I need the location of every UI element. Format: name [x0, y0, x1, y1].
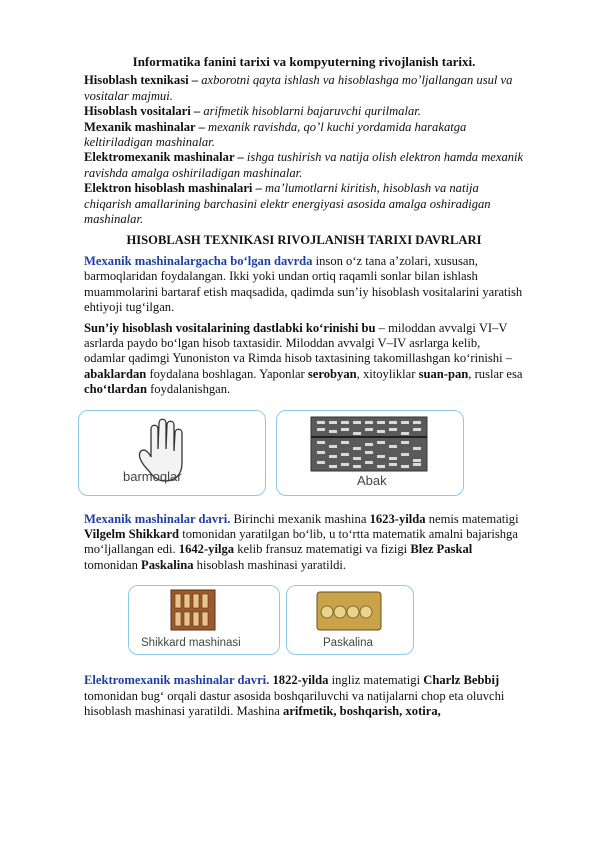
- paragraph-text: , xitoyliklar: [356, 366, 419, 381]
- paragraph-text: tomonidan yaratilgan bo‘lib, u to‘rtta matematik amalni bajarishga mo‘ljallangan edi.: [84, 526, 518, 557]
- definition-text: mexanik ravishda, qo’l kuchi yordamida harakatga keltiriladigan mashinalar.: [84, 119, 467, 150]
- document-title: Informatika fanini tarixi va kompyuterning rivojlanish tarixi.: [132, 54, 476, 69]
- paragraph-mechanical-era: [84, 512, 524, 574]
- paragraph-lead: Elektromexanik mashinalar davri.: [84, 673, 270, 688]
- section-heading: HISOBLASH TEXNIKASI RIVOJLANISH TARIXI DAVRLARI: [126, 233, 482, 248]
- caption-pascaline: Paskalina: [323, 637, 373, 650]
- bold-term: 1642-yilga: [178, 542, 235, 557]
- definitions: [84, 73, 524, 227]
- definition-item: [84, 73, 524, 104]
- paragraph-text: kelib fransuz matematigi va fizigi: [234, 542, 411, 557]
- definition-item: [84, 104, 524, 119]
- paragraph-lead: Sun’iy hisoblash vositalarining dastlabki ko‘rinishi bu: [84, 320, 376, 335]
- paragraph-text: hisoblash mashinasi yaratildi.: [193, 557, 347, 572]
- paragraph-text: inson o‘z tana a’zolari, xususan, barmoqlaridan foydalangan. Ikki yoki undan ortiq raqamli sonlar bilan ishlash muammolarini bartaraf etish maqsadida, qadimda sun’iy hisoblash vositalarini yaratish ehtiyoji tug‘ilgan.: [84, 253, 523, 315]
- bold-term: Paskalina: [141, 557, 194, 572]
- paragraph-text: ingliz matematigi: [328, 673, 424, 688]
- bold-term: arifmetik, boshqarish, xotira,: [283, 703, 441, 718]
- definition-item: [84, 150, 524, 181]
- bold-term: abaklardan: [84, 366, 147, 381]
- caption-fingers: barmoqlar: [123, 468, 182, 484]
- bold-term: cho‘tlardan: [84, 382, 147, 397]
- bold-term: serobyan: [307, 366, 357, 381]
- definition-term: Hisoblash vositalari –: [84, 104, 201, 119]
- card-fingers: [78, 410, 266, 496]
- bold-term: Blez Paskal: [410, 542, 473, 557]
- paragraph-text: tomonidan: [84, 557, 142, 572]
- paragraph-lead: Mexanik mashinalargacha bo‘lgan davrda: [84, 253, 313, 268]
- bold-term: 1623-yilda: [369, 511, 426, 526]
- image-row-1: [78, 410, 524, 500]
- card-shikkard: [128, 585, 280, 655]
- document-page: [84, 54, 524, 724]
- caption-abacus: Abak: [357, 472, 387, 488]
- paragraph-text: tomonidan bug‘ orqali dastur asosida boshqariluvchi va natijalarni chop eta oluvchi hisoblash mashinasi yaratildi. Mashina: [84, 688, 505, 718]
- definition-item: [84, 120, 524, 151]
- definition-term: Elektromexanik mashinalar –: [84, 150, 244, 165]
- paragraph-lead: Mexanik mashinalar davri.: [84, 511, 231, 526]
- definition-term: Mexanik mashinalar –: [84, 119, 205, 134]
- card-pascaline: [286, 585, 414, 655]
- definition-term: Elektron hisoblash mashinalari –: [84, 181, 262, 196]
- definition-text: arifmetik hisoblarni bajaruvchi qurilmalar.: [200, 104, 421, 119]
- card-abacus: [276, 410, 464, 496]
- definition-text: ma’lumotlarni kiritish, hisoblash va natija chiqarish amallarining barchasini elektr energiyasi asosida amalga oshiradigan mashinalar.: [84, 181, 491, 227]
- definition-item: [84, 181, 524, 227]
- image-row-2: [84, 585, 524, 659]
- bold-term: Charlz Bebbij: [423, 673, 500, 688]
- bold-term: suan-pan: [418, 366, 469, 381]
- paragraph-text: – miloddan avvalgi VI–V asrlarda paydo bo‘lgan hisob taxtasidir. Miloddan avvalgi V–IV asrlarga kelib, odamlar qadimgi Yunoniston va Rimda hisob taxtasining takomillashgan ko‘rinishi –: [84, 320, 513, 366]
- paragraph-mechanical-before: [84, 254, 524, 316]
- paragraph-text: foydalanishgan.: [146, 382, 231, 397]
- paragraph-text: Birinchi mexanik mashina: [230, 511, 370, 526]
- bold-term: Vilgelm Shikkard: [84, 526, 180, 541]
- paragraph-text: foydalana boshlagan. Yaponlar: [146, 366, 308, 381]
- definition-text: ishga tushirish va natija olish elektron hamda mexanik ravishda amalga oshiriladigan mashinalar.: [84, 150, 524, 180]
- caption-shikkard: Shikkard mashinasi: [141, 637, 241, 650]
- paragraph-text: , ruslar esa: [468, 366, 523, 381]
- paragraph-electromechanical-era: [84, 673, 524, 719]
- definition-term: Hisoblash texnikasi –: [84, 73, 199, 88]
- definition-text: axborotni qayta ishlash va hisoblashga mo’ljallangan usul va vositalar majmui.: [84, 73, 513, 103]
- paragraph-text: nemis matematigi: [425, 511, 519, 526]
- bold-term: 1822-yilda: [272, 673, 329, 688]
- paragraph-artificial-tools: [84, 321, 524, 398]
